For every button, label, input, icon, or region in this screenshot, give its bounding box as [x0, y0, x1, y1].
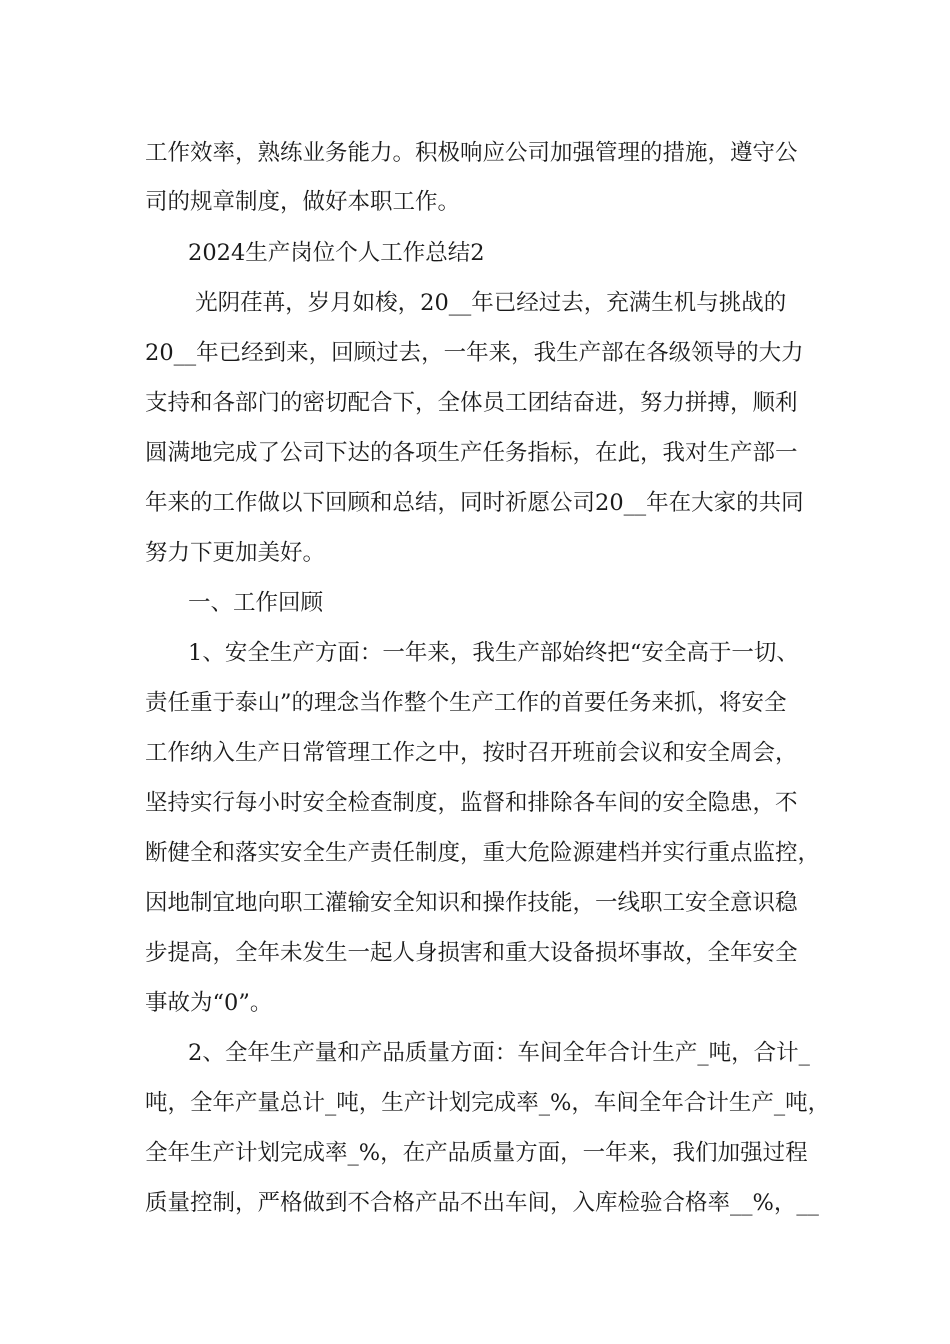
body-line: 司的规章制度，做好本职工作。	[145, 189, 461, 215]
body-line: 全年生产计划完成率_%，在产品质量方面，一年来，我们加强过程	[145, 1140, 808, 1166]
subsection-heading: 一、工作回顾	[188, 590, 324, 616]
body-line: 圆满地完成了公司下达的各项生产任务指标，在此，我对生产部一	[145, 440, 798, 466]
body-line: 责任重于泰山”的理念当作整个生产工作的首要任务来抓，将安全	[145, 690, 787, 716]
body-line: 质量控制，严格做到不合格产品不出车间，入库检验合格率__%，__	[145, 1190, 819, 1216]
body-line: 20__年已经到来，回顾过去，一年来，我生产部在各级领导的大力	[145, 340, 804, 366]
body-line: 光阴荏苒，岁月如梭，20__年已经过去，充满生机与挑战的	[188, 290, 787, 316]
body-line: 吨，全年产量总计_吨，生产计划完成率_%，车间全年合计生产_吨，	[145, 1090, 831, 1116]
body-line: 年来的工作做以下回顾和总结，同时祈愿公司20__年在大家的共同	[145, 490, 804, 516]
body-line: 1、安全生产方面：一年来，我生产部始终把“安全高于一切、	[188, 640, 799, 666]
body-line: 因地制宜地向职工灌输安全知识和操作技能，一线职工安全意识稳	[145, 890, 798, 916]
body-line: 事故为“0”。	[145, 990, 273, 1016]
body-line: 工作纳入生产日常管理工作之中，按时召开班前会议和安全周会，	[145, 740, 798, 766]
body-line: 2、全年生产量和产品质量方面：车间全年合计生产_吨，合计_	[188, 1040, 810, 1066]
body-line: 支持和各部门的密切配合下，全体员工团结奋进，努力拼搏，顺利	[145, 390, 798, 416]
body-line: 工作效率，熟练业务能力。积极响应公司加强管理的措施，遵守公	[145, 140, 798, 166]
section-heading: 2024生产岗位个人工作总结2	[188, 240, 485, 266]
body-line: 步提高，全年未发生一起人身损害和重大设备损坏事故，全年安全	[145, 940, 798, 966]
body-line: 坚持实行每小时安全检查制度，监督和排除各车间的安全隐患，不	[145, 790, 798, 816]
body-line: 努力下更加美好。	[145, 540, 326, 566]
body-line: 断健全和落实安全生产责任制度，重大危险源建档并实行重点监控，	[145, 840, 821, 866]
